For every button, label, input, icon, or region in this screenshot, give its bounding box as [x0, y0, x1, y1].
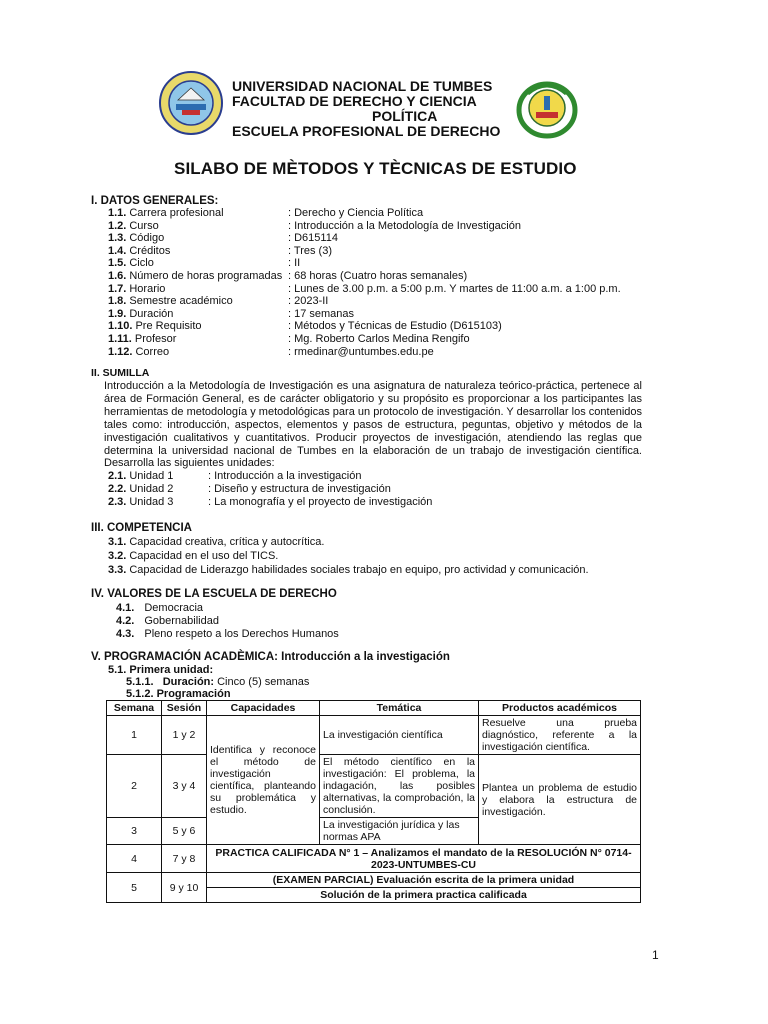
- competencia-item: [108, 550, 589, 564]
- institution-header: [232, 79, 502, 139]
- valor-item: [116, 602, 339, 615]
- datos-item-num: 1.12.: [108, 345, 133, 358]
- section-programacion-heading: V. PROGRAMACIÓN ACADÈMICA: Introducción a la investigación: [91, 651, 450, 663]
- duration-value: Cinco (5) semanas: [217, 676, 310, 688]
- datos-item-value: : 68 horas (Cuatro horas semanales): [288, 269, 468, 282]
- datos-item-num: 1.5.: [108, 257, 127, 270]
- competencia-num: 3.3.: [108, 564, 127, 576]
- datos-item-num: 1.3.: [108, 232, 127, 245]
- valores-list: [116, 602, 339, 641]
- datos-item-label: Semestre académico: [129, 295, 233, 308]
- duration-num: 5.1.1.: [126, 676, 154, 688]
- cell-sesion: 7 y 8: [162, 845, 207, 873]
- cell-producto: Resuelve una prueba diagnóstico, referente a la investigación científica.: [479, 716, 641, 755]
- programacion-unit: 5.1. Primera unidad:: [108, 664, 214, 676]
- datos-item-value: : Derecho y Ciencia Política: [288, 207, 424, 219]
- datos-item-label: Curso: [129, 219, 159, 232]
- col-tematica: Temática: [320, 701, 479, 716]
- datos-item-label: Horario: [129, 282, 166, 295]
- programacion-sub: 5.1.2. Programación: [126, 688, 231, 700]
- valor-item: [116, 628, 339, 641]
- unit-num: 2.1.: [108, 470, 127, 482]
- cell-semana: 2: [107, 755, 162, 818]
- datos-item: [108, 219, 521, 233]
- unit-item: [108, 483, 391, 496]
- valor-num: 4.2.: [116, 615, 135, 627]
- cell-examen: (EXAMEN PARCIAL) Evaluación escrita de la primera unidad: [207, 873, 641, 888]
- programacion-duration: [126, 676, 309, 689]
- table-row: [107, 845, 641, 873]
- section-competencia-heading: III. COMPETENCIA: [91, 522, 192, 534]
- cell-semana: 3: [107, 818, 162, 845]
- section-datos-heading: I. DATOS GENERALES:: [91, 195, 219, 207]
- datos-item-num: 1.7.: [108, 282, 127, 295]
- valor-text: Democracia: [144, 602, 204, 614]
- datos-item-label: Profesor: [134, 332, 177, 345]
- unit-num: 2.2.: [108, 483, 127, 495]
- col-sesion: Sesión: [162, 701, 207, 716]
- datos-item-num: 1.11.: [108, 332, 132, 345]
- datos-item: [108, 244, 333, 258]
- table-row: [107, 716, 641, 755]
- datos-item: [108, 345, 434, 359]
- table-header-row: [107, 701, 641, 716]
- competencia-num: 3.2.: [108, 550, 127, 562]
- section-sumilla-heading: II. SUMILLA: [91, 367, 150, 379]
- university-seal-logo: [158, 70, 224, 136]
- datos-item-value: : 17 semanas: [288, 307, 355, 320]
- datos-item: [108, 207, 424, 220]
- datos-item-label: Número de horas programadas: [129, 269, 283, 282]
- col-capacidades: Capacidades: [207, 701, 320, 716]
- competencia-item: [108, 536, 589, 550]
- datos-item-label: Código: [129, 232, 165, 245]
- unit-value: : La monografía y el proyecto de investigación: [208, 496, 433, 508]
- datos-item-label: Pre Requisito: [135, 320, 202, 333]
- datos-item-value: : Tres (3): [288, 244, 333, 257]
- unit-value: : Introducción a la investigación: [208, 470, 362, 482]
- page-number: 1: [652, 948, 659, 962]
- cell-tematica: El método científico en la investigación: El problema, la indagación, las posibles alternativas, la comprobación, la conclusión.: [320, 755, 479, 818]
- datos-item-label: Ciclo: [129, 257, 154, 270]
- cell-tematica: La investigación jurídica y las normas APA: [320, 818, 479, 845]
- datos-item-value: : D615114: [288, 232, 338, 245]
- section-valores-heading: IV. VALORES DE LA ESCUELA DE DERECHO: [91, 588, 337, 600]
- competencia-text: Capacidad creativa, crítica y autocrítica.: [129, 536, 325, 548]
- datos-item-value: : 2023-II: [288, 295, 329, 308]
- document-title: SILABO DE MÈTODOS Y TÈCNICAS DE ESTUDIO: [174, 159, 577, 178]
- sumilla-text: Introducción a la Metodología de Investigación es una asignatura de naturaleza teórico-práctica, pertenece al área de Formación General, es de carácter obligatorio y su propósito es proporcionar a los participantes las herramientas de metodología y metodológicas para un protocolo de investigación. Y desarrollar los contenidos tales como: introducción, aspectos, elementos y pasos de estructura, peguntas, objetivo y métodos de la investigación cualitativos y cuantitativos. Producir proyectos de investigación, atendiendo las reglas que determina la universidad nacional de Tumbes en la elaboración de un trabajo de investigación científica. Desarrolla las siguientes unidades:: [104, 380, 642, 470]
- competencia-item: [108, 564, 589, 578]
- datos-item: [108, 307, 355, 321]
- header-faculty-cont: POLÍTICA: [372, 108, 438, 124]
- valor-item: [116, 615, 339, 628]
- unit-value: : Diseño y estructura de investigación: [208, 483, 391, 495]
- datos-item-value: : Lunes de 3.00 p.m. a 5:00 p.m. Y martes de 11:00 a.m. a 1:00 p.m.: [288, 282, 621, 295]
- table-row: [107, 873, 641, 888]
- valor-text: Gobernabilidad: [144, 615, 219, 627]
- cell-sesion: 3 y 4: [162, 755, 207, 818]
- datos-item-value: : II: [288, 257, 301, 270]
- cell-tematica: La investigación científica: [320, 716, 479, 755]
- competencia-text: Capacidad en el uso del TICS.: [129, 550, 279, 562]
- datos-item-num: 1.6.: [108, 269, 127, 282]
- cell-producto: Plantea un problema de estudio y elabora la estructura de investigación.: [479, 755, 641, 845]
- cell-semana: 1: [107, 716, 162, 755]
- datos-item: [108, 295, 329, 308]
- datos-item-value: : rmedinar@untumbes.edu.pe: [288, 345, 434, 358]
- competencia-num: 3.1.: [108, 536, 127, 548]
- units-list: [108, 470, 433, 509]
- cell-capacidades: Identifica y reconoce el método de investigación científica, planteando su problemática y estudio.: [207, 716, 320, 845]
- unit-item: [108, 496, 433, 509]
- cell-practica: PRACTICA CALIFICADA N° 1 – Analizamos el mandato de la RESOLUCIÓN N° 0714-2023-UNTUMBES-CU: [207, 845, 641, 873]
- competencia-text: Capacidad de Liderazgo habilidades sociales trabajo en equipo, pro actividad y comunicación.: [129, 564, 589, 576]
- header-university: UNIVERSIDAD NACIONAL DE TUMBES: [232, 78, 493, 94]
- cell-sesion: 5 y 6: [162, 818, 207, 845]
- datos-item: [108, 232, 338, 245]
- col-productos: Productos académicos: [479, 701, 641, 716]
- header-school: ESCUELA PROFESIONAL DE DERECHO: [232, 123, 501, 139]
- datos-item-num: 1.9.: [108, 307, 127, 320]
- cell-semana: 4: [107, 845, 162, 873]
- duration-label: Duración:: [162, 676, 215, 688]
- unit-item: [108, 470, 362, 483]
- datos-item-value: : Métodos y Técnicas de Estudio (D615103): [288, 320, 502, 333]
- header-faculty: FACULTAD DE DERECHO Y CIENCIA: [232, 93, 477, 109]
- datos-list: [108, 207, 621, 358]
- faculty-seal-logo: [514, 74, 580, 140]
- datos-item-num: 1.4.: [108, 244, 127, 257]
- datos-item-num: 1.10.: [108, 320, 133, 333]
- cell-sesion: 1 y 2: [162, 716, 207, 755]
- competencia-list: [108, 536, 589, 578]
- datos-item-value: : Introducción a la Metodología de Investigación: [288, 219, 521, 232]
- unit-label: Unidad 1: [129, 470, 174, 482]
- datos-item-value: : Mg. Roberto Carlos Medina Rengifo: [288, 332, 470, 345]
- datos-item-num: 1.1.: [108, 207, 127, 219]
- cell-semana: 5: [107, 873, 162, 903]
- datos-item-label: Carrera profesional: [129, 207, 224, 219]
- unit-num: 2.3.: [108, 496, 127, 508]
- valor-num: 4.1.: [116, 602, 135, 614]
- datos-item-num: 1.8.: [108, 295, 127, 308]
- datos-item: [108, 320, 502, 333]
- cell-solucion: Solución de la primera practica calificada: [207, 888, 641, 903]
- unit-label: Unidad 3: [129, 496, 174, 508]
- cell-sesion: 9 y 10: [162, 873, 207, 903]
- datos-item: [108, 257, 301, 270]
- datos-item-num: 1.2.: [108, 219, 127, 232]
- datos-item: [108, 332, 470, 346]
- datos-item-label: Créditos: [129, 244, 171, 257]
- datos-item-label: Duración: [129, 307, 174, 320]
- datos-item: [108, 269, 468, 283]
- unit-label: Unidad 2: [129, 483, 174, 495]
- datos-item: [108, 282, 621, 296]
- table-row: [107, 755, 641, 818]
- valor-num: 4.3.: [116, 628, 135, 640]
- col-semana: Semana: [107, 701, 162, 716]
- programacion-table: [106, 700, 641, 903]
- valor-text: Pleno respeto a los Derechos Humanos: [144, 628, 339, 640]
- datos-item-label: Correo: [135, 345, 170, 358]
